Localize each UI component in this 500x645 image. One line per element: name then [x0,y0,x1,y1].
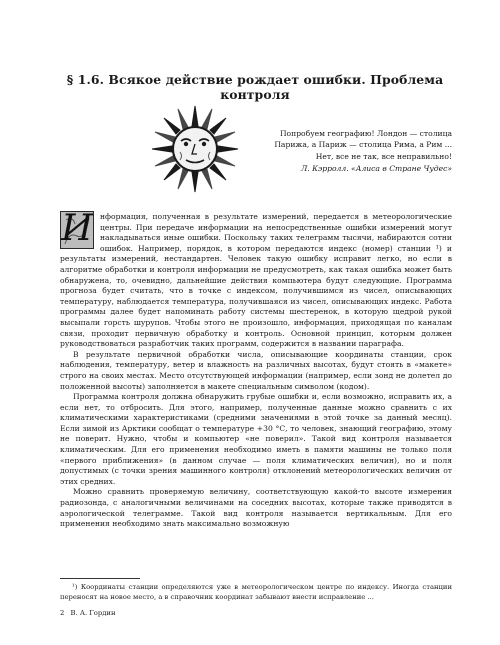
body-text [60,212,452,530]
sun-face-illustration [150,104,240,194]
footnote-rule [60,578,140,579]
paragraph-3: Программа контроля должна обнаружить грубые ошибки и, если возможно, исправить их, а если нет, то отбросить. Для этого, например, полученные данные можно сравнить с их климатическими характеристиками (средними значениями в этой точке за данный месяц). Если зимой из Арктики сообщат о температуре +30 °С, то человек, знающий географию, этому не поверит. Нужно, чтобы и компьютер «не поверил». Такой вид контроля называется климатическим. Для его применения необходимо иметь в памяти машины не только поля «первого приближения» (в данном случае — поля климатических величин), но и поля допустимых (с точки зрения машинного контроля) отклонений метеорологических величин от этих средних. [60,392,452,486]
paragraph-2: В результате первичной обработки числа, описывающие координаты станции, срок наблюдения, температуру, ветер и влажность на различных высотах, будут стоять в «макете» строго на своих местах. Место отсутствующей информации (например, если зонд не долетел до положенной высоты) заполняется в макете специальным символом (кодом). [60,349,452,391]
page-footer [60,609,119,617]
epigraph-text: Попробуем географию! Лондон — столица Парижа, а Париж — столица Рима, а Рим ... Нет, все не так, все неправильно! [274,129,452,161]
epigraph [266,128,452,174]
paragraph-4: Можно сравнить проверяемую величину, соответствующую какой-то высоте измерения радиозонда, с аналогичными величинами на соседних высотах, которые также приводятся в аэрологической телеграмме. Такой вид контроля называется вертикальным. Для его применения необходимо знать максимально возможную [60,487,452,529]
epigraph-attribution: Л. Кэрролл. «Алиса в Стране Чудес» [300,163,452,173]
drop-cap-letter: И [61,208,93,249]
page-number: 2 [60,609,65,617]
paragraph-1: нформация, полученная в результате измерений, передается в метеорологические центры. При передаче информации на непосредственные ошибки измерений могут накладываться иные ошибки. Поскольку таких телеграмм тысячи, набираются сотни ошибок. Например, порядок, в котором передаются индекс (номер) станции ¹) и результаты измерений, нестандартен. Человек такую ошибку исправит легко, но если в алгоритме обработки и контроля информации не предусмотреть, как такая ошибка может быть обнаружена, то, очевидно, дальнейшие действия компьютера будут следующие. Программа прогноза будет считать, что в точке с индексом, получившимся из чисел, описывающих температуру, наблюдается температура, получившаяся из чисел, описывающих индекс. Работа программы далее будет напоминать работу системы шестеренок, в которую щедрой рукой высыпали горсть шурупов. Чтобы этого не произошло, информация, приходящая по каналам связи, проходит первичную обработку и контроль. Основной принцип, которым должен руководствоваться разработчик таких программ, содержится в названии параграфа. [60,212,452,349]
section-title: § 1.6. Всякое действие рождает ошибки. Проблема контроля [66,72,444,102]
footnote: ¹) Координаты станции определяются уже в метеорологическом центре по индексу. Иногда станции переносят на новое место, а в справочник координат забывают внести исправление ... [60,583,452,601]
page-author: В. А. Гордин [70,609,116,617]
